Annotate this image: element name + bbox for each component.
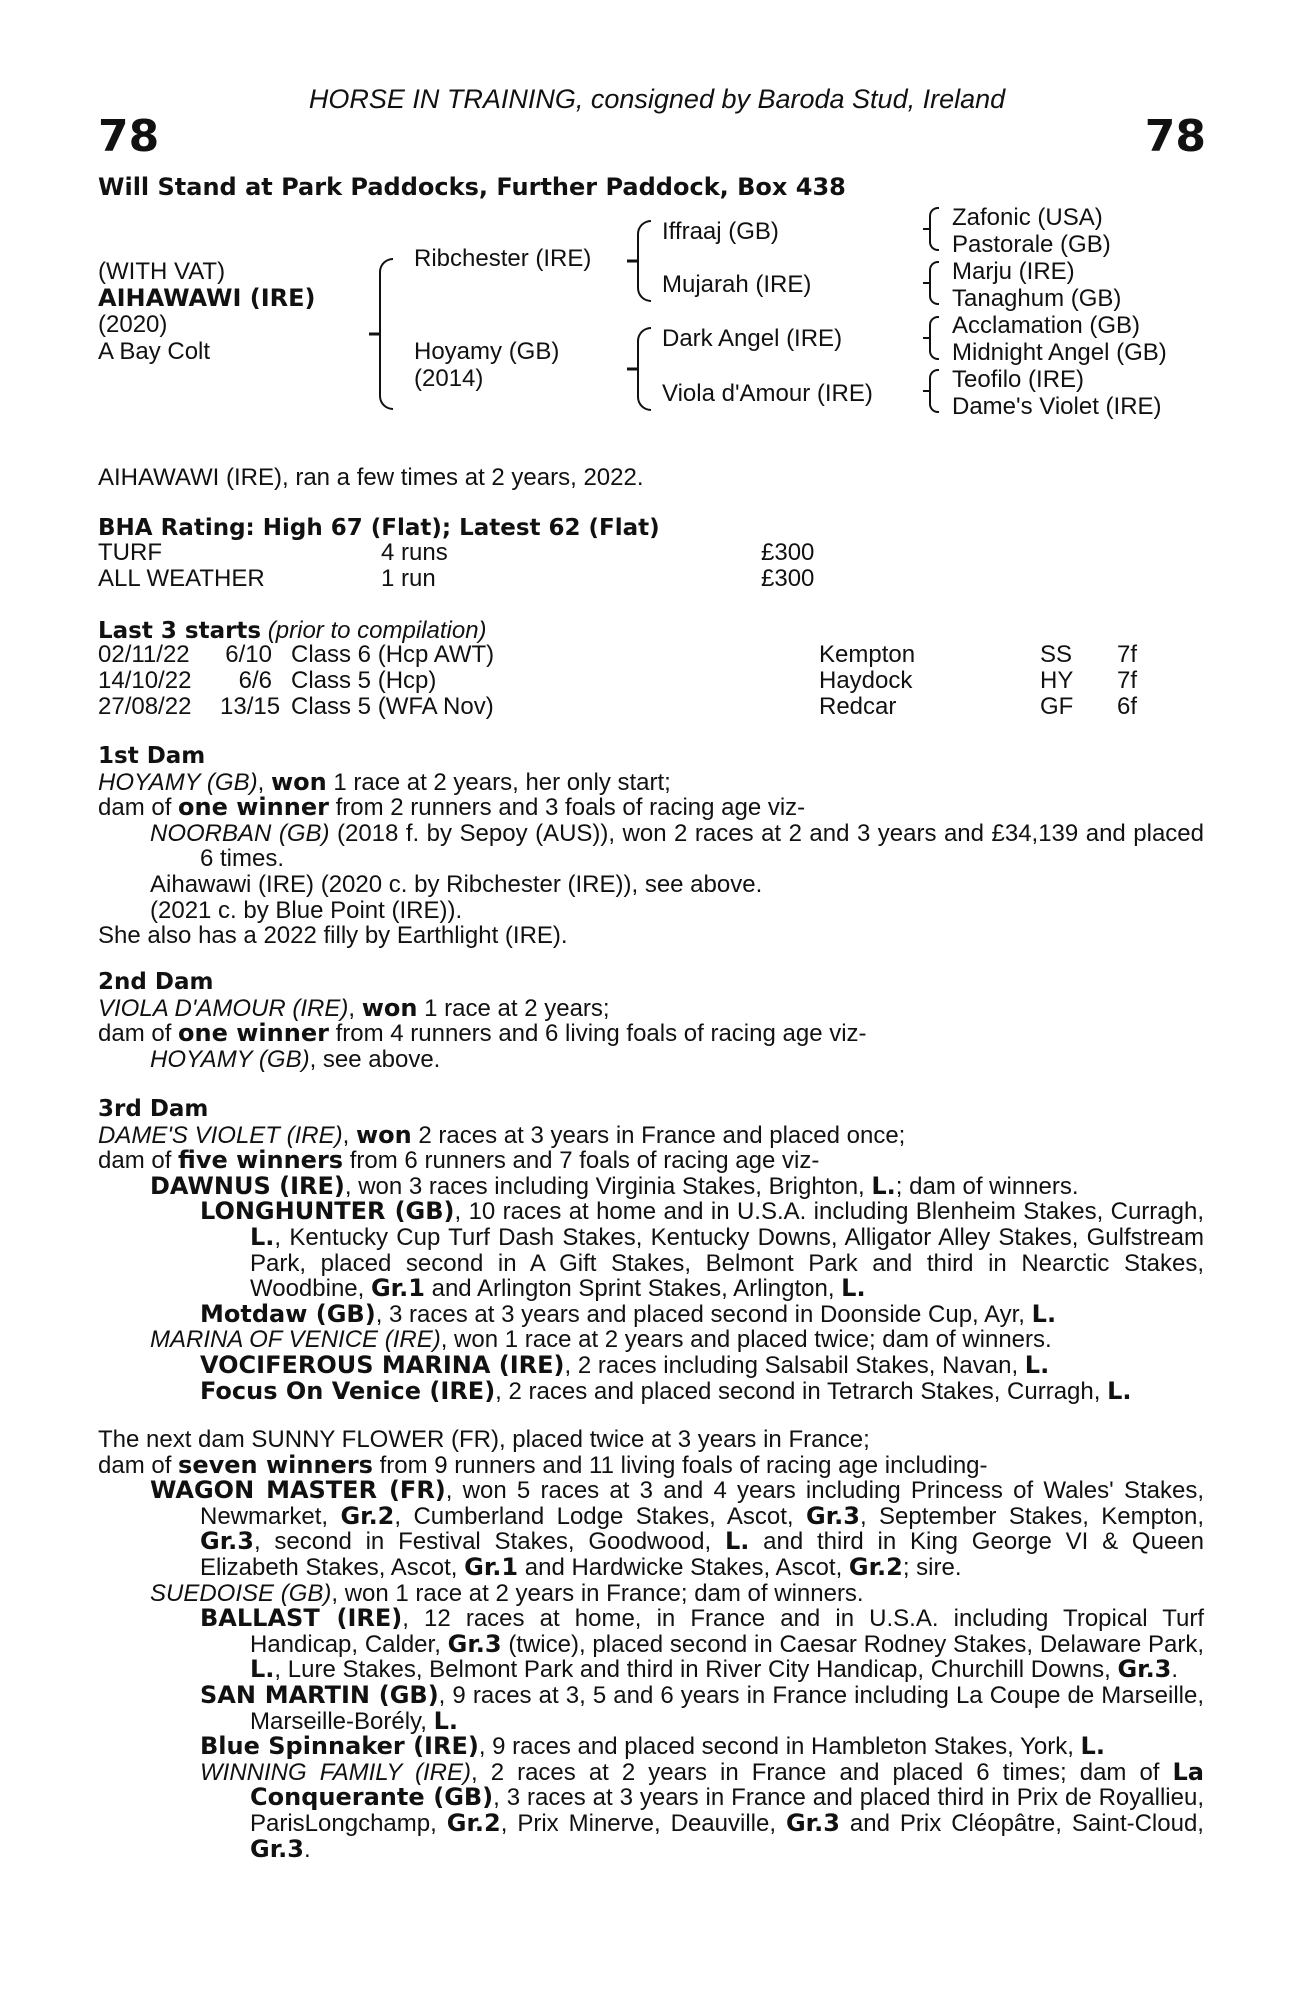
produce-entry: DAWNUS (IRE), won 3 races including Virginia Stakes, Brighton, L.; dam of winners. — [150, 1171, 1079, 1200]
g4-brace-3 — [929, 316, 939, 360]
produce-entry: BALLAST (IRE), 12 races at home, in France and in U.S.A. including Tropical Turf Handicap, Calder, Gr.3 (twice), placed second in Caesar Rodney Stakes, Delaware Park, L., Lure Stakes, Belmont Park and third in River City Handicap, Churchill Downs, Gr.3. — [200, 1604, 1204, 1684]
produce-entry: SUEDOISE (GB), won 1 race at 2 years in France; dam of winners. — [150, 1579, 864, 1607]
start-race: Class 5 (WFA Nov) — [291, 693, 494, 720]
start-course: Redcar — [819, 693, 897, 720]
start-position: 6/6 — [238, 667, 272, 694]
vat-note: (WITH VAT) — [98, 258, 226, 285]
g4-brace-4 — [929, 369, 939, 413]
start-distance: 7f — [1117, 667, 1138, 694]
third-dam-section — [98, 1097, 1204, 1404]
dam-dam: Viola d'Amour (IRE) — [662, 380, 873, 407]
rating-prize: £300 — [761, 565, 815, 592]
consignment-line: HORSE IN TRAINING, consigned by Baroda Stud, Ireland — [308, 84, 1006, 114]
start-distance: 7f — [1117, 641, 1138, 668]
start-course: Haydock — [819, 667, 913, 694]
first-dam-section — [98, 744, 1204, 949]
lot-number-left: 78 — [98, 111, 160, 162]
g4-brace-2 — [929, 261, 939, 305]
bha-rating-heading: BHA Rating: High 67 (Flat); Latest 62 (Flat) — [98, 515, 660, 541]
second-dam-heading: 2nd Dam — [98, 969, 214, 995]
start-going: GF — [1040, 693, 1074, 720]
lot-number-right: 78 — [1144, 111, 1206, 162]
produce-entry: MARINA OF VENICE (IRE), won 1 race at 2 years and placed twice; dam of winners. — [150, 1326, 1052, 1354]
start-date: 14/10/22 — [98, 667, 192, 694]
start-date: 02/11/22 — [98, 641, 190, 668]
dam-year: (2014) — [414, 365, 484, 392]
g4-brace-1 — [929, 207, 939, 251]
third-dam-heading: 3rd Dam — [98, 1096, 209, 1122]
produce-entry: WINNING FAMILY (IRE), 2 races at 2 years in France and placed 6 times; dam of La Conquerante (GB), 3 races at 3 years in France and placed third in Prix de Royallieu, ParisLongchamp, Gr.2, Prix Minerve, Deauville, Gr.3 and Prix Cléopâtre, Saint-Cloud, Gr.3. — [200, 1757, 1204, 1863]
rating-surface: ALL WEATHER — [98, 565, 265, 592]
g4-ancestor: Pastorale (GB) — [952, 231, 1111, 258]
rating-prize: £300 — [761, 539, 815, 566]
sire-name: Ribchester (IRE) — [414, 245, 592, 272]
produce-entry: Aihawawi (IRE) (2020 c. by Ribchester (IRE)), see above. — [150, 870, 763, 898]
race-summary: AIHAWAWI (IRE), ran a few times at 2 years, 2022. — [98, 464, 644, 491]
rating-runs: 4 runs — [381, 539, 448, 566]
stand-location: Will Stand at Park Paddocks, Further Paddock, Box 438 — [98, 173, 846, 201]
last-starts-note: (prior to compilation) — [267, 617, 487, 644]
second-dam-section — [98, 970, 1204, 1072]
sire-dam: Mujarah (IRE) — [662, 271, 812, 298]
start-going: SS — [1040, 641, 1073, 668]
produce-entry: WAGON MASTER (FR), won 5 races at 3 and 4 years including Princess of Wales' Stakes, Newmarket, Gr.2, Cumberland Lodge Stakes, Ascot, Gr.3, September Stakes, Kempton, Gr.3, second in Festival Stakes, Goodwood, L. and third in King George VI & Queen Elizabeth Stakes, Ascot, Gr.1 and Hardwicke Stakes, Ascot, Gr.2; sire. — [150, 1476, 1205, 1581]
produce-entry: Focus On Venice (IRE), 2 races and placed second in Tetrarch Stakes, Curragh, L. — [200, 1376, 1132, 1405]
dam-name: Hoyamy (GB) — [414, 338, 560, 365]
start-race: Class 6 (Hcp AWT) — [291, 641, 495, 668]
horse-description: A Bay Colt — [98, 338, 211, 365]
second-dam-record: VIOLA D'AMOUR (IRE), won 1 race at 2 years; — [98, 993, 610, 1022]
produce-entry: Motdaw (GB), 3 races at 3 years and placed second in Doonside Cup, Ayr, L. — [200, 1299, 1057, 1328]
third-dam-produce: dam of five winners from 6 runners and 7 foals of racing age viz- — [98, 1146, 820, 1175]
horse-name: AIHAWAWI (IRE) — [98, 284, 316, 312]
last-starts-title: Last 3 starts — [98, 618, 262, 644]
produce-entry: LONGHUNTER (GB), 10 races at home and in U.S.A. including Blenheim Stakes, Curragh, L., Kentucky Cup Turf Dash Stakes, Kentucky Downs, Alligator Alley Stakes, Gulfstream Park, placed second in A Gift Stakes, Belmont Park and third in Nearctic Stakes, Woodbine, Gr.1 and Arlington Sprint Stakes, Arlington, L. — [200, 1197, 1204, 1303]
start-distance: 6f — [1117, 693, 1138, 720]
sire-sire: Iffraaj (GB) — [662, 218, 779, 245]
dam-sire: Dark Angel (IRE) — [662, 325, 843, 352]
first-dam-produce: dam of one winner from 2 runners and 3 foals of racing age viz- — [98, 793, 806, 822]
start-position: 13/15 — [220, 693, 281, 720]
g4-ancestor: Midnight Angel (GB) — [952, 339, 1167, 366]
produce-note: She also has a 2022 filly by Earthlight (IRE). — [98, 922, 568, 950]
third-dam-record: DAME'S VIOLET (IRE), won 2 races at 3 years in France and placed once; — [98, 1120, 906, 1149]
horse-year: (2020) — [98, 311, 168, 338]
start-race: Class 5 (Hcp) — [291, 667, 437, 694]
g4-ancestor: Marju (IRE) — [952, 258, 1075, 285]
produce-entry: VOCIFEROUS MARINA (IRE), 2 races including Salsabil Stakes, Navan, L. — [200, 1350, 1050, 1379]
produce-entry: NOORBAN (GB) (2018 f. by Sepoy (AUS)), won 2 races at 2 and 3 years and £34,139 and placed 6 times. — [150, 819, 1204, 873]
start-position: 6/10 — [225, 641, 272, 668]
dam-brace — [637, 327, 651, 411]
g4-ancestor: Tanaghum (GB) — [952, 285, 1122, 312]
second-dam-produce: dam of one winner from 4 runners and 6 living foals of racing age viz- — [98, 1019, 867, 1048]
pedigree-brace — [379, 258, 393, 410]
produce-entry: (2021 c. by Blue Point (IRE)). — [150, 896, 463, 924]
produce-entry: HOYAMY (GB), see above. — [150, 1045, 441, 1073]
next-dam-section — [98, 1427, 1204, 1862]
start-date: 27/08/22 — [98, 693, 192, 720]
produce-entry: Blue Spinnaker (IRE), 9 races and placed second in Hambleton Stakes, York, L. — [200, 1732, 1105, 1761]
first-dam-heading: 1st Dam — [98, 743, 206, 769]
rating-runs: 1 run — [381, 565, 436, 592]
rating-surface: TURF — [98, 539, 162, 566]
sire-brace — [637, 220, 651, 302]
start-course: Kempton — [819, 641, 916, 668]
produce-entry: SAN MARTIN (GB), 9 races at 3, 5 and 6 years in France including La Coupe de Marseille, Marseille-Borély, L. — [200, 1680, 1204, 1735]
next-dam-record: The next dam SUNNY FLOWER (FR), placed twice at 3 years in France; — [98, 1426, 870, 1453]
g4-ancestor: Acclamation (GB) — [952, 312, 1141, 339]
next-dam-produce: dam of seven winners from 9 runners and 11 living foals of racing age including- — [98, 1450, 988, 1479]
g4-ancestor: Dame's Violet (IRE) — [952, 393, 1162, 420]
g4-ancestor: Teofilo (IRE) — [952, 366, 1085, 393]
g4-ancestor: Zafonic (USA) — [952, 204, 1103, 231]
first-dam-record: HOYAMY (GB), won 1 race at 2 years, her only start; — [98, 767, 671, 796]
start-going: HY — [1040, 667, 1074, 694]
